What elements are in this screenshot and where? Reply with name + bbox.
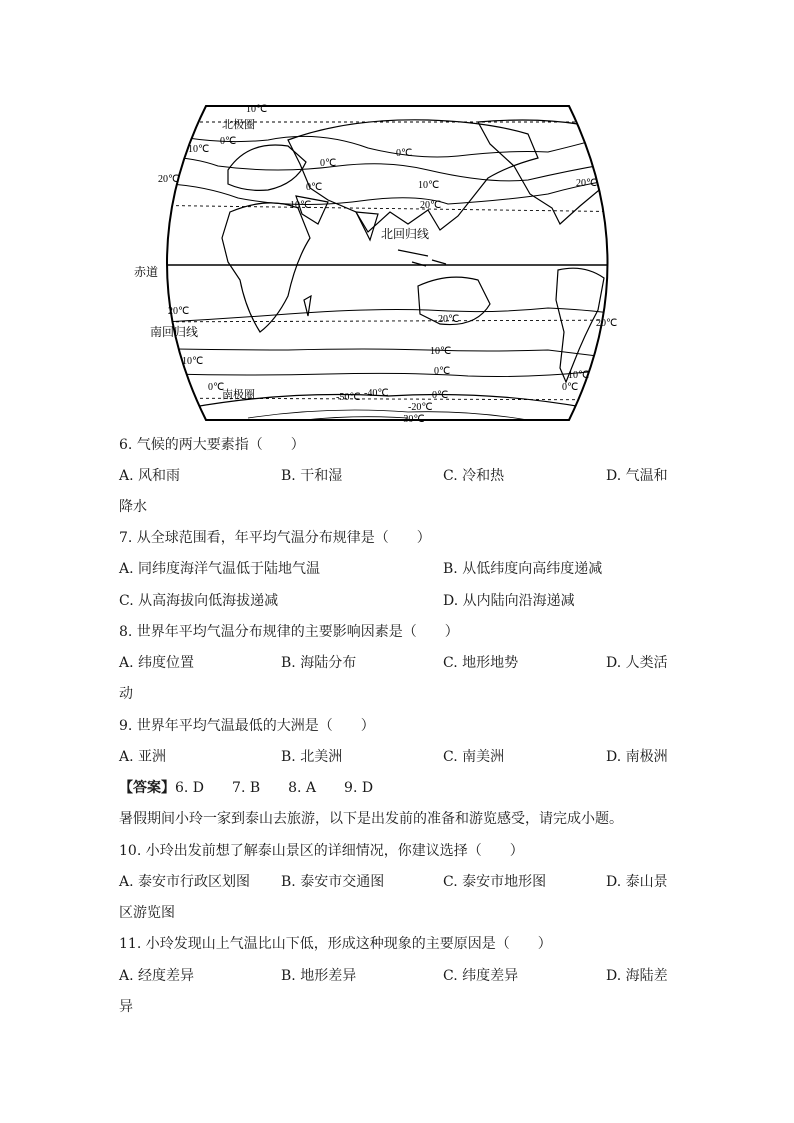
question-9-option-c: C. 南美洲	[443, 749, 505, 765]
question-11-option-d-continued: 异	[119, 999, 133, 1015]
isotherm-label: -40℃	[364, 388, 389, 399]
question-11-option-b: B. 地形差异	[281, 968, 357, 984]
question-11-option-c: C. 纬度差异	[443, 968, 519, 984]
isotherm-label: 10℃	[246, 104, 268, 115]
passage-intro: 暑假期间小玲一家到泰山去旅游，以下是出发前的准备和游览感受，请完成小题。	[119, 811, 623, 827]
isotherm-label: 10℃	[418, 180, 440, 191]
isotherm-label: 10℃	[430, 346, 452, 357]
question-7-stem: 7. 从全球范围看，年平均气温分布规律是（ ）	[119, 530, 431, 546]
answer-label: 【答案】	[119, 780, 175, 796]
question-8-option-d-continued: 动	[119, 686, 133, 702]
question-6-option-d-continued: 降水	[119, 499, 147, 515]
question-6-stem: 6. 气候的两大要素指（ ）	[119, 437, 305, 453]
question-8-stem: 8. 世界年平均气温分布规律的主要影响因素是（ ）	[119, 624, 459, 640]
isotherm-label: 10℃	[568, 370, 590, 381]
question-10-option-d: D. 泰山景	[606, 874, 668, 890]
isotherm-label: -20℃	[408, 402, 433, 413]
greenland-outline	[596, 110, 628, 134]
question-11-option-d: D. 海陆差	[606, 968, 668, 984]
isotherm-label: 10℃	[182, 356, 204, 367]
question-10-stem: 10. 小玲出发前想了解泰山景区的详细情况，你建议选择（ ）	[119, 843, 524, 859]
question-7-option-c: C. 从高海拔向低海拔递减	[119, 593, 279, 609]
isotherm-label: 20℃	[576, 178, 598, 189]
question-8-option-c: C. 地形地势	[443, 655, 519, 671]
answer-text: 6. D 7. B 8. A 9. D	[175, 780, 374, 796]
isotherm-label: -50℃	[336, 392, 361, 403]
isotherm-label: 20℃	[596, 318, 618, 329]
isotherm-label: 0℃	[396, 148, 413, 159]
question-8-option-d: D. 人类活	[606, 655, 668, 671]
tropic-cancer-label: 北回归线	[381, 227, 430, 241]
antarctic-circle-label: 南极圈	[222, 389, 255, 401]
question-10-option-a: A. 泰安市行政区划图	[119, 874, 251, 890]
question-10-option-c: C. 泰安市地形图	[443, 874, 547, 890]
question-7-option-a: A. 同纬度海洋气温低于陆地气温	[119, 561, 321, 577]
isotherm-label: 20℃	[420, 200, 442, 211]
question-10-option-d-continued: 区游览图	[119, 905, 175, 921]
world-isotherm-map	[128, 100, 646, 426]
isotherm-label: 20℃	[438, 314, 460, 325]
question-9-option-a: A. 亚洲	[119, 749, 167, 765]
question-8-option-b: B. 海陆分布	[281, 655, 357, 671]
isotherm-label: 20℃	[168, 306, 190, 317]
isotherm-label: 0℃	[208, 382, 225, 393]
question-10-option-b: B. 泰安市交通图	[281, 874, 385, 890]
isotherm-label: 0℃	[220, 136, 237, 147]
question-9-option-b: B. 北美洲	[281, 749, 343, 765]
question-11-stem: 11. 小玲发现山上气温比山下低，形成这种现象的主要原因是（ ）	[119, 936, 552, 952]
question-7-option-b: B. 从低纬度向高纬度递减	[443, 561, 603, 577]
question-7-option-d: D. 从内陆向沿海递减	[443, 593, 575, 609]
isotherm-label: 10℃	[290, 200, 312, 211]
isotherm-label: 0℃	[320, 158, 337, 169]
question-6-option-d: D. 气温和	[606, 468, 668, 484]
question-6-option-c: C. 冷和热	[443, 468, 505, 484]
isotherm-label: 0℃	[562, 382, 579, 393]
question-6-option-a: A. 风和雨	[119, 468, 181, 484]
answer-key	[119, 778, 373, 798]
isotherm-label: 0℃	[432, 390, 449, 401]
question-11-option-a: A. 经度差异	[119, 968, 195, 984]
isotherm-label: 20℃	[158, 174, 180, 185]
question-6-option-b: B. 干和湿	[281, 468, 343, 484]
isotherm-label: 10℃	[188, 144, 210, 155]
isotherm-label: 0℃	[306, 182, 323, 193]
question-9-option-d: D. 南极洲	[606, 749, 668, 765]
isotherm-label: 0℃	[434, 366, 451, 377]
isotherm-label: -30℃	[400, 414, 425, 425]
tropic-capricorn-label: 南回归线	[150, 325, 199, 339]
question-9-stem: 9. 世界年平均气温最低的大洲是（ ）	[119, 718, 375, 734]
equator-label: 赤道	[134, 265, 159, 279]
arctic-circle-label: 北极圈	[222, 119, 255, 131]
question-8-option-a: A. 纬度位置	[119, 655, 195, 671]
